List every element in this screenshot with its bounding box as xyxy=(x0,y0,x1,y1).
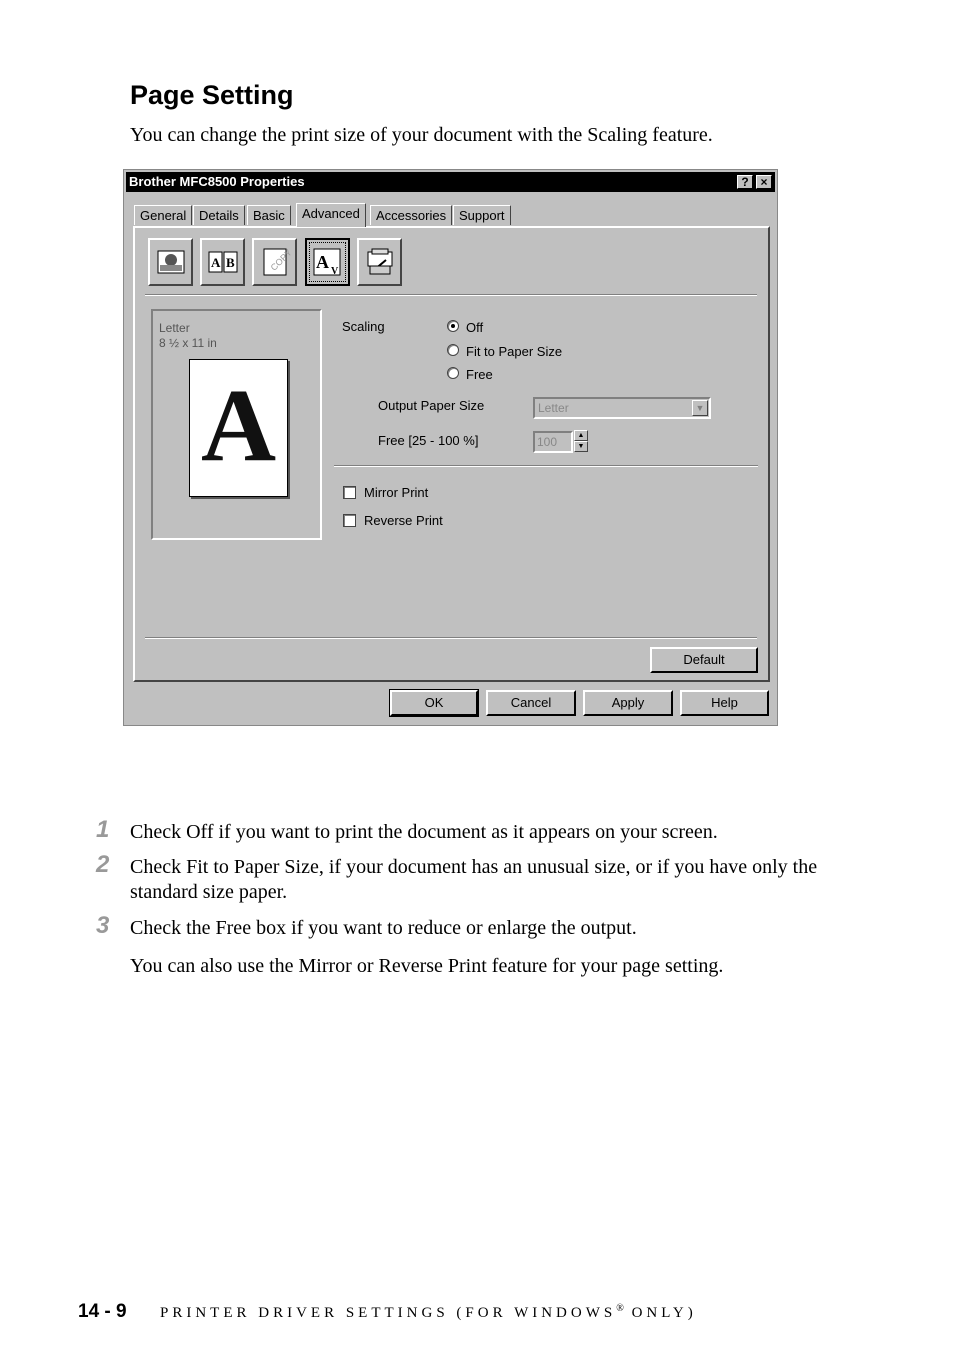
free-percent-stepper[interactable] xyxy=(574,430,588,454)
step-1-text: Check Off if you want to print the document as it appears on your screen. xyxy=(130,821,718,843)
paper-preview xyxy=(151,309,322,540)
output-paper-size-select[interactable] xyxy=(533,397,711,419)
output-paper-size-value: Letter xyxy=(538,401,569,415)
dialog-title: Brother MFC8500 Properties xyxy=(129,174,305,189)
watermark-icon[interactable] xyxy=(252,238,297,286)
footer-title xyxy=(160,1303,697,1322)
preview-glyph: A xyxy=(200,368,277,483)
properties-dialog xyxy=(123,169,778,726)
reverse-print-label[interactable]: Reverse Print xyxy=(364,513,443,528)
tab-advanced[interactable]: Advanced xyxy=(296,203,366,227)
print-quality-icon[interactable] xyxy=(148,238,193,286)
svg-text:A: A xyxy=(210,255,220,270)
tab-support[interactable]: Support xyxy=(453,205,511,225)
preview-paper-name: Letter xyxy=(159,321,190,335)
help-title-button[interactable]: ? xyxy=(737,175,753,189)
bottom-divider xyxy=(145,637,757,639)
toolbar-divider xyxy=(145,294,757,296)
intro-text: You can change the print size of your document with the Scaling feature. xyxy=(130,124,713,146)
ok-button[interactable]: OK xyxy=(390,690,478,716)
reverse-print-checkbox[interactable] xyxy=(343,514,356,527)
svg-text:B: B xyxy=(225,255,235,270)
step-1-number: 1 xyxy=(96,816,110,843)
apply-button[interactable]: Apply xyxy=(583,690,673,716)
page-heading: Page Setting xyxy=(130,80,294,110)
svg-text:A: A xyxy=(315,252,329,272)
registered-mark: ® xyxy=(616,1303,624,1314)
close-button[interactable]: × xyxy=(756,175,772,189)
radio-fit-label[interactable]: Fit to Paper Size xyxy=(466,344,563,359)
free-percent-label: Free [25 - 100 %] xyxy=(378,433,479,448)
help-button[interactable]: Help xyxy=(680,690,769,716)
radio-fit-to-paper[interactable] xyxy=(447,344,459,356)
tab-details[interactable]: Details xyxy=(193,205,245,225)
radio-free-label[interactable]: Free xyxy=(466,367,493,382)
step-3-text: Check the Free box if you want to reduce or enlarge the output. xyxy=(130,917,637,939)
tab-general[interactable]: General xyxy=(134,205,192,225)
step-2-number: 2 xyxy=(96,851,110,878)
tab-accessories[interactable]: Accessories xyxy=(370,205,452,225)
free-percent-input[interactable]: 100 xyxy=(533,431,573,453)
radio-selected-dot xyxy=(451,324,455,328)
spin-down-icon[interactable]: ▼ xyxy=(574,441,588,452)
footer-title-end: ONLY) xyxy=(623,1305,697,1321)
radio-free[interactable] xyxy=(447,367,459,379)
step-3-number: 3 xyxy=(96,912,110,939)
mirror-print-checkbox[interactable] xyxy=(343,486,356,499)
default-button[interactable]: Default xyxy=(650,647,758,673)
svg-text:COPY: COPY xyxy=(268,247,294,273)
radio-off-label[interactable]: Off xyxy=(466,320,484,335)
preview-paper-size: 8 ½ x 11 in xyxy=(159,336,217,350)
scaling-divider xyxy=(334,465,758,467)
chevron-down-icon[interactable]: ▼ xyxy=(692,400,708,416)
mirror-print-label[interactable]: Mirror Print xyxy=(364,485,429,500)
output-paper-size-label: Output Paper Size xyxy=(378,398,485,413)
preview-page xyxy=(189,359,288,497)
radio-off[interactable] xyxy=(447,320,459,332)
cancel-button[interactable]: Cancel xyxy=(486,690,576,716)
page-number: 14 - 9 xyxy=(78,1301,127,1322)
device-options-icon[interactable] xyxy=(357,238,402,286)
svg-text:V: V xyxy=(330,266,338,277)
tab-basic[interactable]: Basic xyxy=(247,205,291,225)
dialog-titlebar xyxy=(126,172,775,192)
duplex-icon[interactable] xyxy=(200,238,245,286)
footer-title-text: PRINTER DRIVER SETTINGS (FOR WINDOWS xyxy=(160,1305,617,1321)
spin-up-icon[interactable]: ▲ xyxy=(574,430,588,441)
note-text: You can also use the Mirror or Reverse Print feature for your page setting. xyxy=(130,955,724,977)
scaling-label: Scaling xyxy=(342,319,385,334)
step-2-text: Check Fit to Paper Size, if your document has an unusual size, or if you have only the standard size paper. xyxy=(130,856,818,903)
page-setting-icon[interactable] xyxy=(305,238,350,286)
